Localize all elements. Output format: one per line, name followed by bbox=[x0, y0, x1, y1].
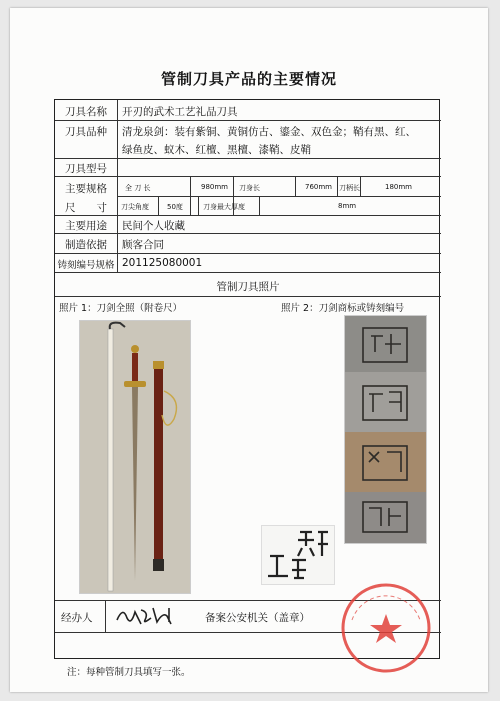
footnote: 注：每种管制刀具填写一张。 bbox=[67, 667, 191, 678]
tip-angle-label: 刀尖角度 bbox=[121, 203, 149, 211]
scabbard-mouth bbox=[153, 361, 164, 369]
pommel bbox=[131, 345, 139, 353]
model-label: 刀具型号 bbox=[65, 163, 107, 175]
sword-photo bbox=[79, 320, 191, 594]
row-divider bbox=[55, 253, 441, 254]
total-length-value: 980mm bbox=[201, 183, 228, 191]
tip-angle-value: 50度 bbox=[167, 203, 183, 211]
row-divider bbox=[55, 176, 441, 177]
sword-grip bbox=[132, 353, 138, 381]
usage-value: 民间个人收藏 bbox=[122, 220, 185, 232]
handler-signature bbox=[113, 602, 179, 628]
max-thickness-value: 8mm bbox=[338, 202, 357, 210]
col-divider bbox=[117, 100, 118, 272]
col-divider bbox=[105, 600, 106, 632]
row-divider bbox=[55, 158, 441, 159]
trademark-print bbox=[261, 525, 335, 585]
engraving-photo bbox=[344, 315, 427, 544]
variety-line-2: 绿鱼皮、蚁木、红檀、黑檀、漆鞘、皮鞘 bbox=[122, 144, 311, 156]
col-divider bbox=[158, 196, 159, 215]
usage-label: 主要用途 bbox=[65, 220, 107, 232]
col-divider bbox=[360, 176, 361, 196]
col-divider bbox=[295, 176, 296, 196]
row-divider bbox=[55, 233, 441, 234]
col-divider bbox=[259, 196, 260, 215]
name-value: 开刃的武术工艺礼品刀具 bbox=[122, 106, 238, 118]
spec-label-bottom: 尺 寸 bbox=[65, 202, 107, 214]
engraving-illustration bbox=[345, 316, 426, 543]
name-label: 刀具名称 bbox=[65, 106, 107, 118]
serial-value: 201125080001 bbox=[122, 257, 203, 269]
total-length-label: 全 刀 长 bbox=[125, 184, 151, 192]
col-divider bbox=[198, 196, 199, 215]
official-seal bbox=[338, 580, 434, 676]
blade-length-label: 刀身长 bbox=[239, 184, 260, 192]
scabbard bbox=[154, 361, 163, 571]
handler-label: 经办人 bbox=[61, 612, 93, 624]
basis-value: 顾客合同 bbox=[122, 239, 164, 251]
photo-2-caption: 照片 2：刀剑商标或铸刻编号 bbox=[281, 303, 405, 314]
blade-length-value: 760mm bbox=[305, 183, 332, 191]
col-divider bbox=[337, 176, 338, 196]
variety-line-1: 清龙泉剑：装有紫铜、黄铜仿古、鎏金、双色金；鞘有黑、红、 bbox=[122, 126, 416, 138]
scabbard-tip bbox=[153, 559, 164, 571]
measuring-tape bbox=[108, 329, 113, 591]
crossguard bbox=[124, 381, 146, 387]
page-title: 管制刀具产品的主要情况 bbox=[160, 70, 337, 88]
variety-label: 刀具品种 bbox=[65, 126, 107, 138]
agency-label: 备案公安机关（盖章） bbox=[205, 612, 310, 624]
row-divider bbox=[55, 120, 441, 121]
trademark-illustration bbox=[262, 526, 334, 584]
info-table bbox=[54, 99, 440, 659]
row-divider bbox=[55, 215, 441, 216]
serial-label: 铸刻编号规格 bbox=[57, 260, 115, 271]
handle-length-value: 180mm bbox=[385, 183, 412, 191]
row-divider bbox=[55, 296, 441, 297]
row-divider bbox=[117, 196, 441, 197]
spec-label-top: 主要规格 bbox=[65, 183, 107, 195]
handle-length-label: 刀柄长 bbox=[339, 184, 360, 192]
basis-label: 制造依据 bbox=[65, 239, 107, 251]
col-divider bbox=[190, 176, 191, 215]
photo-1-caption: 照片 1：刀剑全照（附卷尺） bbox=[59, 303, 183, 314]
photos-heading: 管制刀具照片 bbox=[216, 281, 280, 293]
max-thickness-label: 刀身最大厚度 bbox=[203, 203, 245, 211]
sword-illustration bbox=[80, 321, 190, 593]
row-divider bbox=[55, 272, 441, 273]
